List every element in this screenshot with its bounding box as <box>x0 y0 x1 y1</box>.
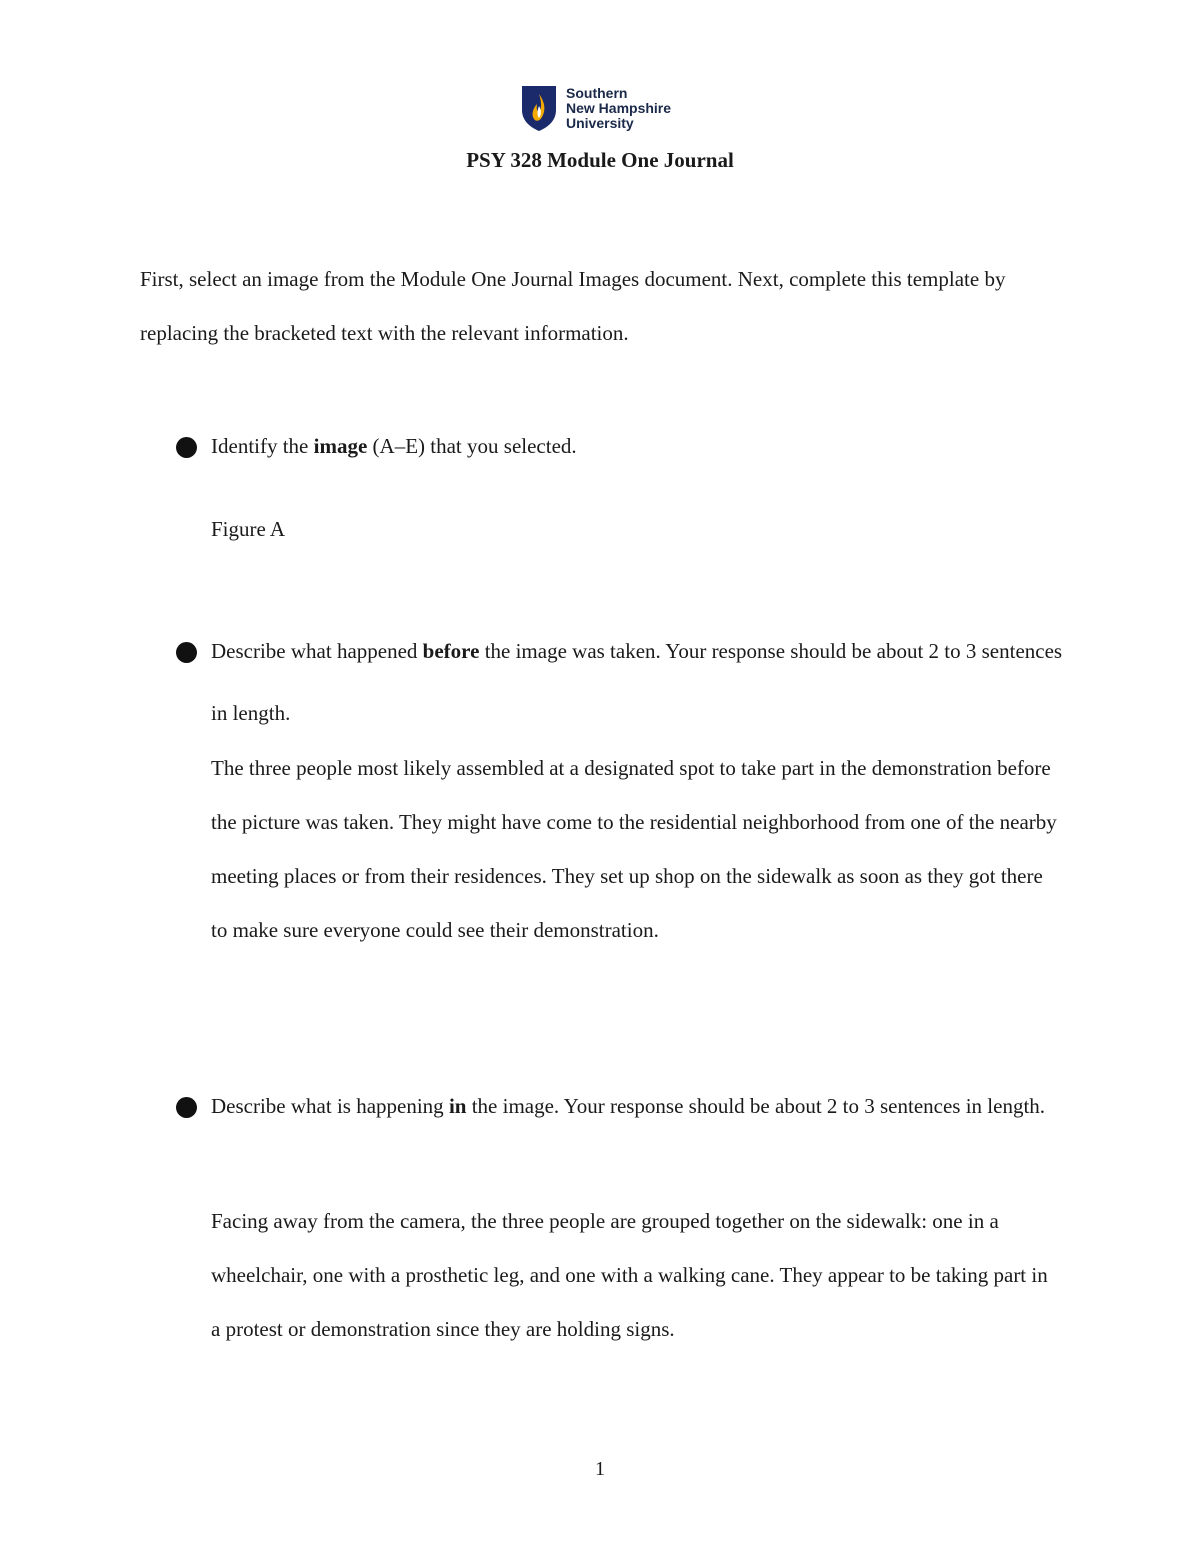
question-2-emphasis: before <box>422 639 480 663</box>
question-2-text: Describe what happened <box>211 639 423 663</box>
university-logo <box>520 84 671 132</box>
answer-2: The three people most likely assembled at a designated spot to take part in the demonstration before the picture was taken. They might have come to the residential neighborhood from one of the nearby meeting places or from their residences. They set up shop on the sidewalk as soon as they got there to make sure everyone could see their demonstration. <box>211 756 1057 942</box>
question-3 <box>211 1075 1071 1137</box>
question-1 <box>211 415 1071 477</box>
question-3-emphasis: in <box>448 1094 467 1118</box>
question-1-text-end: (A–E) that you selected. <box>367 434 577 458</box>
intro-paragraph: First, select an image from the Module One Journal Images document. Next, complete this template by replacing the bracketed text with the relevant information. <box>140 267 1006 345</box>
page-number: 1 <box>595 1458 605 1480</box>
logo-line-1: Southern <box>566 84 628 101</box>
question-3-text-end: the image. Your response should be about 2 to 3 sentences in length. <box>466 1094 1046 1118</box>
logo-line-2: New Hampshire <box>566 99 672 116</box>
answer-3: Facing away from the camera, the three people are grouped together on the sidewalk: one in a wheelchair, one with a prosthetic leg, and one with a walking cane. They appear to be taking part in a protest or demonstration since they are holding signs. <box>211 1209 1048 1341</box>
bullet-icon <box>176 437 197 458</box>
question-1-text: Identify the <box>211 434 314 458</box>
bullet-icon <box>176 1097 197 1118</box>
logo-line-3: University <box>566 114 634 131</box>
bullet-icon <box>176 642 197 663</box>
logo-wordmark <box>566 86 671 131</box>
page-title: PSY 328 Module One Journal <box>466 148 734 172</box>
shield-flame-icon <box>520 84 558 132</box>
question-1-emphasis: image <box>313 434 368 458</box>
answer-1: Figure A <box>211 517 286 541</box>
question-2-text-end: the image was taken. Your response should be about 2 to 3 sentences in length. <box>211 639 1063 725</box>
question-3-text: Describe what is happening <box>211 1094 449 1118</box>
question-2 <box>211 620 1071 744</box>
